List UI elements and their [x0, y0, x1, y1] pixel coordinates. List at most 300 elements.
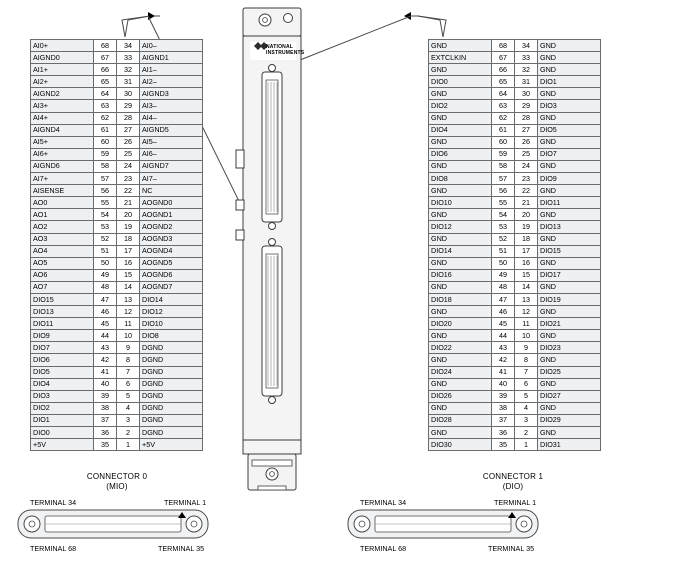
pin-number-left: 56	[94, 185, 117, 197]
pin-table-1	[428, 39, 601, 451]
pin-signal-right: AIGND3	[140, 88, 203, 100]
pin-number-right: 31	[117, 76, 140, 88]
pin-row	[429, 366, 601, 378]
pin-signal-right: DGND	[140, 342, 203, 354]
conn0-terminal-34-label: TERMINAL 34	[30, 498, 77, 507]
conn1-terminal-34-label: TERMINAL 34	[360, 498, 407, 507]
pin-number-right: 12	[515, 306, 538, 318]
pin-signal-left: GND	[429, 306, 492, 318]
pin-number-left: 40	[492, 378, 515, 390]
pin-number-left: 38	[492, 402, 515, 414]
pin-signal-right: DIO27	[538, 390, 601, 402]
ni-brand-text	[266, 44, 304, 56]
pin-signal-right: AI5–	[140, 136, 203, 148]
pin-signal-right: DIO15	[538, 245, 601, 257]
pin-signal-right: DIO25	[538, 366, 601, 378]
pin-signal-left: AI6+	[31, 148, 94, 160]
pin-number-right: 7	[515, 366, 538, 378]
pin-number-right: 5	[515, 390, 538, 402]
pin-number-left: 40	[94, 378, 117, 390]
pin-signal-right: DIO9	[538, 173, 601, 185]
pin-number-left: 45	[492, 318, 515, 330]
pin-number-right: 6	[117, 378, 140, 390]
pin-signal-right: GND	[538, 40, 601, 52]
pin-number-left: 48	[492, 281, 515, 293]
pin-row	[429, 293, 601, 305]
pin-row	[31, 245, 203, 257]
conn1-terminal-1-label: TERMINAL 1	[494, 498, 537, 507]
pin-number-left: 46	[492, 306, 515, 318]
pin-signal-right: GND	[538, 281, 601, 293]
pin-signal-right: AI7–	[140, 173, 203, 185]
pin-signal-right: AI0–	[140, 40, 203, 52]
pin-number-right: 24	[515, 160, 538, 172]
pin-number-left: 57	[492, 173, 515, 185]
pin-signal-right: DIO8	[140, 330, 203, 342]
pin-signal-left: DIO26	[429, 390, 492, 402]
pin-row	[429, 221, 601, 233]
pin-row	[31, 52, 203, 64]
pin-number-right: 9	[117, 342, 140, 354]
pin-signal-left: DIO3	[31, 390, 94, 402]
pin-number-right: 20	[515, 209, 538, 221]
pin-row	[31, 439, 203, 451]
pin-signal-left: DIO8	[429, 173, 492, 185]
pin-number-right: 24	[117, 160, 140, 172]
pin-number-left: 62	[94, 112, 117, 124]
brand-line-2: INSTRUMENTS	[266, 50, 305, 56]
pin-number-left: 52	[94, 233, 117, 245]
pin-signal-right: AOGND4	[140, 245, 203, 257]
pin-signal-left: GND	[429, 40, 492, 52]
pin-signal-right: GND	[538, 160, 601, 172]
pin-signal-left: AI1+	[31, 64, 94, 76]
pin-signal-right: AOGND5	[140, 257, 203, 269]
pin-row	[31, 209, 203, 221]
pin-number-right: 33	[117, 52, 140, 64]
pin-signal-right: AI6–	[140, 148, 203, 160]
pin-number-right: 11	[515, 318, 538, 330]
pin-signal-left: GND	[429, 88, 492, 100]
pin-signal-left: DIO6	[31, 354, 94, 366]
pin-signal-right: DIO23	[538, 342, 601, 354]
pin-number-left: 59	[492, 148, 515, 160]
conn0-terminal-35-label: TERMINAL 35	[158, 544, 205, 553]
pin-signal-left: AO1	[31, 209, 94, 221]
pin-number-left: 63	[492, 100, 515, 112]
pin-signal-right: GND	[538, 233, 601, 245]
pin-signal-left: AI0+	[31, 40, 94, 52]
pin-signal-right: DGND	[140, 414, 203, 426]
pin-number-left: 43	[492, 342, 515, 354]
pin-row	[31, 330, 203, 342]
pin-signal-left: AI7+	[31, 173, 94, 185]
pin-number-left: 64	[94, 88, 117, 100]
pin-signal-left: DIO2	[429, 100, 492, 112]
pin-number-left: 49	[94, 269, 117, 281]
pin-number-left: 53	[492, 221, 515, 233]
pin-number-right: 8	[117, 354, 140, 366]
pin-row	[31, 257, 203, 269]
pin-number-left: 47	[94, 293, 117, 305]
pin-row	[429, 342, 601, 354]
pin-number-left: 49	[492, 269, 515, 281]
pin-number-left: 37	[492, 414, 515, 426]
pin-signal-left: AO7	[31, 281, 94, 293]
pin-signal-right: GND	[538, 378, 601, 390]
pin-signal-right: AOGND1	[140, 209, 203, 221]
pin-signal-left: AO4	[31, 245, 94, 257]
pin-row	[429, 76, 601, 88]
pin-number-left: 66	[94, 64, 117, 76]
pin-signal-right: DIO19	[538, 293, 601, 305]
connector-1-title: CONNECTOR 1	[482, 472, 544, 481]
pin-signal-right: DGND	[140, 366, 203, 378]
pin-row	[31, 318, 203, 330]
pin-number-left: 56	[492, 185, 515, 197]
pin-row	[429, 402, 601, 414]
connector-1-caption	[458, 472, 568, 492]
pin-signal-left: AI2+	[31, 76, 94, 88]
pin-table-1-body	[429, 40, 601, 451]
pin-number-left: 52	[492, 233, 515, 245]
pin-row	[429, 378, 601, 390]
pin-signal-right: AIGND5	[140, 124, 203, 136]
pin-signal-left: GND	[429, 257, 492, 269]
pin-number-right: 21	[515, 197, 538, 209]
pin-signal-left: GND	[429, 185, 492, 197]
pin-row	[31, 378, 203, 390]
pin-number-right: 1	[515, 439, 538, 451]
pin-number-left: 50	[492, 257, 515, 269]
pin-number-right: 11	[117, 318, 140, 330]
pin-number-left: 53	[94, 221, 117, 233]
pin-row	[31, 366, 203, 378]
pin-signal-left: AO6	[31, 269, 94, 281]
pin-signal-right: AOGND7	[140, 281, 203, 293]
pin-signal-right: AI3–	[140, 100, 203, 112]
pin-signal-left: AO3	[31, 233, 94, 245]
pin-number-right: 33	[515, 52, 538, 64]
pin-signal-left: AIGND4	[31, 124, 94, 136]
pin-signal-left: DIO13	[31, 306, 94, 318]
pin-number-left: 66	[492, 64, 515, 76]
pin-number-left: 51	[94, 245, 117, 257]
pin-row	[31, 40, 203, 52]
connector-0-subtitle: (MIO)	[106, 482, 128, 491]
pin-signal-right: DIO3	[538, 100, 601, 112]
pin-number-left: 42	[94, 354, 117, 366]
pin-signal-right: DIO21	[538, 318, 601, 330]
pin-number-left: 37	[94, 414, 117, 426]
pin-number-left: 54	[94, 209, 117, 221]
pin-signal-right: DIO1	[538, 76, 601, 88]
pin-row	[31, 148, 203, 160]
pin-number-right: 5	[117, 390, 140, 402]
pin-signal-right: DIO11	[538, 197, 601, 209]
connector-1-subtitle: (DIO)	[502, 482, 524, 491]
pin-number-left: 65	[492, 76, 515, 88]
pin-number-right: 4	[515, 402, 538, 414]
pin-row	[31, 281, 203, 293]
pin-number-right: 34	[515, 40, 538, 52]
pin-number-left: 39	[492, 390, 515, 402]
pin-signal-left: DIO0	[429, 76, 492, 88]
pin-number-right: 15	[117, 269, 140, 281]
pin-number-right: 22	[515, 185, 538, 197]
pin-row	[429, 439, 601, 451]
pin-row	[31, 112, 203, 124]
pin-signal-left: DIO7	[31, 342, 94, 354]
pin-row	[429, 414, 601, 426]
pin-number-right: 32	[117, 64, 140, 76]
pin-number-left: 59	[94, 148, 117, 160]
terminal-strip-0	[18, 510, 208, 538]
pin-signal-left: GND	[429, 354, 492, 366]
pin-number-left: 41	[94, 366, 117, 378]
pin-signal-left: DIO0	[31, 427, 94, 439]
pin-number-left: 54	[492, 209, 515, 221]
pin-row	[31, 306, 203, 318]
pin-signal-left: DIO15	[31, 293, 94, 305]
pin-signal-right: GND	[538, 402, 601, 414]
pin-row	[429, 173, 601, 185]
connector-0-caption	[62, 472, 172, 492]
pin-row	[31, 342, 203, 354]
pin-signal-right: DIO29	[538, 414, 601, 426]
pin-row	[429, 197, 601, 209]
pin-number-left: 65	[94, 76, 117, 88]
pin-signal-left: DIO11	[31, 318, 94, 330]
pin-signal-left: DIO5	[31, 366, 94, 378]
pin-number-right: 31	[515, 76, 538, 88]
pin-number-right: 19	[515, 221, 538, 233]
pin-signal-left: AI3+	[31, 100, 94, 112]
pin-number-left: 35	[492, 439, 515, 451]
pin-signal-right: GND	[538, 185, 601, 197]
pin-signal-left: GND	[429, 233, 492, 245]
pin-signal-right: AI4–	[140, 112, 203, 124]
conn0-terminal-1-label: TERMINAL 1	[164, 498, 207, 507]
pin-number-left: 60	[94, 136, 117, 148]
pin-row	[429, 306, 601, 318]
connector-0-pinout-table	[30, 39, 203, 451]
pin-number-right: 25	[515, 148, 538, 160]
pin-row	[429, 64, 601, 76]
pin-row	[429, 269, 601, 281]
connector-0-title: CONNECTOR 0	[86, 472, 148, 481]
pin-signal-left: GND	[429, 160, 492, 172]
pin-number-right: 12	[117, 306, 140, 318]
pin-signal-left: DIO9	[31, 330, 94, 342]
pin-row	[429, 354, 601, 366]
pin-number-right: 10	[515, 330, 538, 342]
pin-row	[429, 390, 601, 402]
pin-signal-right: DGND	[140, 390, 203, 402]
pin-signal-left: AI5+	[31, 136, 94, 148]
pin-row	[31, 221, 203, 233]
pin-signal-right: AIGND7	[140, 160, 203, 172]
pin-row	[31, 269, 203, 281]
pin-signal-right: DIO13	[538, 221, 601, 233]
pin-signal-left: AO0	[31, 197, 94, 209]
pin-number-right: 1	[117, 439, 140, 451]
pin-signal-right: DGND	[140, 427, 203, 439]
pin-row	[429, 100, 601, 112]
pin-signal-right: +5V	[140, 439, 203, 451]
pin-signal-right: DIO7	[538, 148, 601, 160]
pin-number-right: 17	[117, 245, 140, 257]
pin-row	[429, 257, 601, 269]
pin-row	[429, 245, 601, 257]
pin-signal-right: AOGND0	[140, 197, 203, 209]
pin-number-right: 10	[117, 330, 140, 342]
pin-row	[429, 136, 601, 148]
pin-number-left: 55	[94, 197, 117, 209]
pin-signal-right: AI2–	[140, 76, 203, 88]
pin-row	[31, 124, 203, 136]
pin-row	[429, 233, 601, 245]
pin-signal-left: AISENSE	[31, 185, 94, 197]
pin-signal-right: GND	[538, 52, 601, 64]
pin-number-left: 50	[94, 257, 117, 269]
pin-number-right: 9	[515, 342, 538, 354]
pin-number-right: 22	[117, 185, 140, 197]
pin-row	[429, 40, 601, 52]
pin-number-left: 63	[94, 100, 117, 112]
pin-signal-left: GND	[429, 64, 492, 76]
pin-number-right: 6	[515, 378, 538, 390]
pin-signal-left: AIGND0	[31, 52, 94, 64]
pin-number-right: 14	[117, 281, 140, 293]
pin-signal-right: AOGND2	[140, 221, 203, 233]
pin-signal-right: GND	[538, 64, 601, 76]
pin-row	[31, 136, 203, 148]
pin-number-left: 44	[492, 330, 515, 342]
pin-signal-right: GND	[538, 427, 601, 439]
pin-signal-left: GND	[429, 112, 492, 124]
pin-table-0-body	[31, 40, 203, 451]
pin-number-right: 28	[117, 112, 140, 124]
pin-row	[429, 52, 601, 64]
pin-signal-right: DIO12	[140, 306, 203, 318]
pin-signal-left: DIO1	[31, 414, 94, 426]
pin-number-right: 17	[515, 245, 538, 257]
pin-signal-left: DIO12	[429, 221, 492, 233]
pin-number-right: 26	[117, 136, 140, 148]
pin-signal-left: +5V	[31, 439, 94, 451]
pin-number-left: 64	[492, 88, 515, 100]
pin-number-right: 30	[515, 88, 538, 100]
pin-number-right: 28	[515, 112, 538, 124]
pin-number-left: 55	[492, 197, 515, 209]
pin-number-right: 30	[117, 88, 140, 100]
pin-signal-left: DIO28	[429, 414, 492, 426]
pin-number-right: 2	[515, 427, 538, 439]
pin-number-right: 4	[117, 402, 140, 414]
pin-signal-right: GND	[538, 88, 601, 100]
connector-1-pinout-table	[428, 39, 601, 451]
conn0-terminal-68-label: TERMINAL 68	[30, 544, 77, 553]
pin-signal-left: AI4+	[31, 112, 94, 124]
pin-number-left: 36	[94, 427, 117, 439]
pin-number-left: 35	[94, 439, 117, 451]
pin-number-left: 45	[94, 318, 117, 330]
pin-signal-left: GND	[429, 281, 492, 293]
pin-signal-left: DIO16	[429, 269, 492, 281]
pin-number-right: 8	[515, 354, 538, 366]
pin-number-right: 19	[117, 221, 140, 233]
pin-number-left: 57	[94, 173, 117, 185]
pin-signal-left: GND	[429, 136, 492, 148]
pin-number-right: 18	[117, 233, 140, 245]
pin-signal-left: GND	[429, 209, 492, 221]
pin-number-left: 60	[492, 136, 515, 148]
pin-signal-right: GND	[538, 136, 601, 148]
pin-signal-left: DIO6	[429, 148, 492, 160]
pin-number-left: 67	[492, 52, 515, 64]
pin-signal-right: DGND	[140, 402, 203, 414]
pin-signal-right: AOGND6	[140, 269, 203, 281]
pin-signal-left: GND	[429, 427, 492, 439]
pin-number-left: 46	[94, 306, 117, 318]
pin-row	[31, 197, 203, 209]
terminal-strip-1	[348, 510, 538, 538]
pin-number-right: 7	[117, 366, 140, 378]
pin-number-right: 27	[117, 124, 140, 136]
pin-row	[429, 318, 601, 330]
pin-row	[429, 209, 601, 221]
pin-signal-right: DIO31	[538, 439, 601, 451]
pin-signal-right: DIO17	[538, 269, 601, 281]
pin-signal-right: AOGND3	[140, 233, 203, 245]
pin-number-right: 13	[117, 293, 140, 305]
pin-number-left: 38	[94, 402, 117, 414]
pin-number-right: 16	[515, 257, 538, 269]
pin-row	[429, 160, 601, 172]
pin-signal-right: DIO5	[538, 124, 601, 136]
pin-number-right: 21	[117, 197, 140, 209]
pin-signal-left: DIO14	[429, 245, 492, 257]
pin-signal-right: DGND	[140, 378, 203, 390]
pin-signal-left: GND	[429, 378, 492, 390]
pin-signal-left: AO5	[31, 257, 94, 269]
pin-number-right: 20	[117, 209, 140, 221]
pin-row	[31, 185, 203, 197]
pin-signal-right: GND	[538, 209, 601, 221]
pin-row	[31, 76, 203, 88]
pin-number-right: 2	[117, 427, 140, 439]
pin-number-left: 42	[492, 354, 515, 366]
pin-number-left: 41	[492, 366, 515, 378]
pin-number-left: 67	[94, 52, 117, 64]
pin-number-right: 27	[515, 124, 538, 136]
pin-number-left: 61	[94, 124, 117, 136]
pin-signal-left: AIGND6	[31, 160, 94, 172]
pin-signal-right: GND	[538, 112, 601, 124]
pin-row	[31, 427, 203, 439]
pin-number-right: 18	[515, 233, 538, 245]
pin-row	[31, 414, 203, 426]
pin-number-right: 34	[117, 40, 140, 52]
pin-signal-right: GND	[538, 330, 601, 342]
pin-number-left: 58	[94, 160, 117, 172]
pin-signal-left: DIO4	[31, 378, 94, 390]
pin-number-right: 16	[117, 257, 140, 269]
conn1-terminal-35-label: TERMINAL 35	[488, 544, 535, 553]
pin-signal-left: DIO10	[429, 197, 492, 209]
pin-number-left: 36	[492, 427, 515, 439]
